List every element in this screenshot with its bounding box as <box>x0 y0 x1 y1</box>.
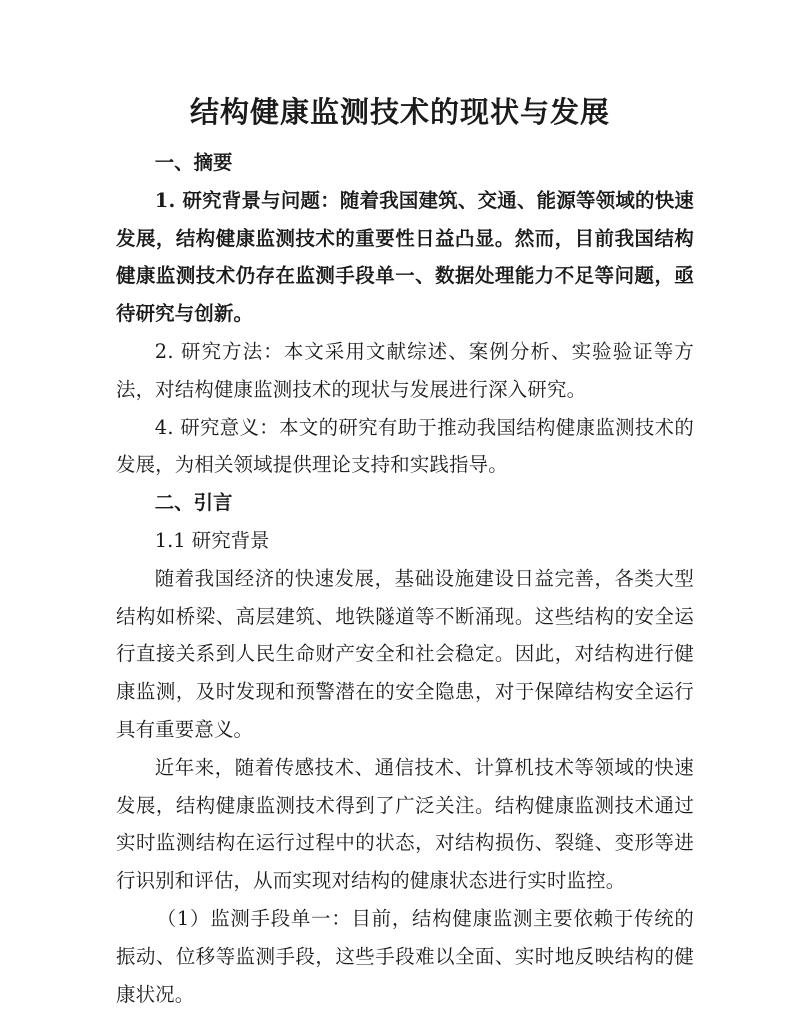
section-heading-intro: 二、引言 <box>154 491 233 515</box>
document-body <box>116 144 694 1013</box>
abstract-paragraph-significance: 4. 研究意义：本文的研究有助于推动我国结构健康监测技术的发展，为相关领域提供理论支持和实践指导。 <box>116 415 694 477</box>
intro-paragraph-1: 随着我国经济的快速发展，基础设施建设日益完善，各类大型结构如桥梁、高层建筑、地铁隧道等不断涌现。这些结构的安全运行直接关系到人民生命财产安全和社会稳定。因此，对结构进行健康监测，及时发现和预警潜在的安全隐患，对于保障结构安全运行具有重要意义。 <box>116 566 694 741</box>
abstract-paragraph-background: 1. 研究背景与问题：随着我国建筑、交通、能源等领域的快速发展，结构健康监测技术的重要性日益凸显。然而，目前我国结构健康监测技术仍存在监测手段单一、数据处理能力不足等问题，亟待研究与创新。 <box>116 188 694 326</box>
intro-paragraph-2: 近年来，随着传感技术、通信技术、计算机技术等领域的快速发展，结构健康监测技术得到了广泛关注。结构健康监测技术通过实时监测结构在运行过程中的状态，对结构损伤、裂缝、变形等进行识别和评估，从而实现对结构的健康状态进行实时监控。 <box>116 755 694 893</box>
subsection-heading-background: 1.1 研究背景 <box>154 528 270 552</box>
page-title: 结构健康监测技术的现状与发展 <box>189 95 610 129</box>
abstract-paragraph-method: 2. 研究方法：本文采用文献综述、案例分析、实验验证等方法，对结构健康监测技术的现状与发展进行深入研究。 <box>116 339 694 401</box>
intro-paragraph-3: （1）监测手段单一：目前，结构健康监测主要依赖于传统的振动、位移等监测手段，这些手段难以全面、实时地反映结构的健康状况。 <box>116 906 694 1006</box>
section-heading-abstract: 一、摘要 <box>154 151 233 174</box>
